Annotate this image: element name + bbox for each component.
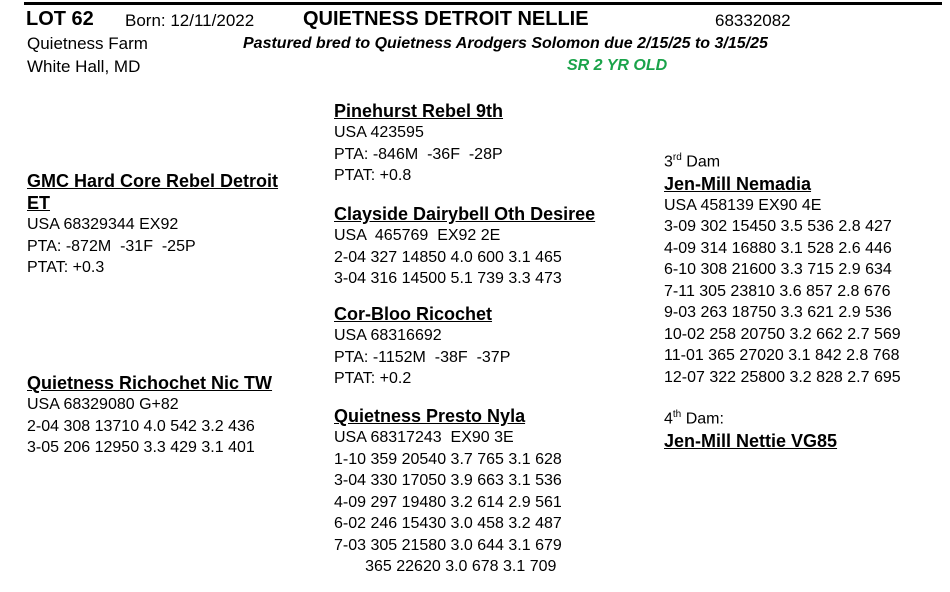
third-dam-record: 12-07 322 25800 3.2 828 2.7 695 bbox=[664, 368, 901, 386]
sire-dam-record: 2-04 327 14850 4.0 600 3.1 465 bbox=[334, 248, 562, 266]
dam-dam-record: 1-10 359 20540 3.7 765 3.1 628 bbox=[334, 450, 562, 468]
farm-name: Quietness Farm bbox=[27, 34, 148, 53]
dam-dam-block bbox=[334, 405, 562, 578]
dam-sire-registration: USA 68316692 bbox=[334, 327, 442, 344]
sire-block bbox=[27, 170, 278, 279]
dam-dam-registration: USA 68317243 EX90 3E bbox=[334, 429, 514, 446]
fourth-dam-name: Jen-Mill Nettie VG85 bbox=[664, 430, 838, 451]
sire-sire-registration: USA 423595 bbox=[334, 124, 424, 141]
fourth-dam-label: 4th Dam: bbox=[664, 409, 724, 428]
third-dam-registration: USA 458139 EX90 4E bbox=[664, 196, 822, 214]
born-date: Born: 12/11/2022 bbox=[125, 11, 255, 30]
third-dam-record: 4-09 314 16880 3.1 528 2.6 446 bbox=[664, 239, 892, 257]
age-class: SR 2 YR OLD bbox=[567, 57, 668, 74]
dam-name: Quietness Richochet Nic TW bbox=[27, 373, 273, 393]
dam-dam-record: 6-02 246 15430 3.0 458 3.2 487 bbox=[334, 515, 562, 532]
breeding-info: Pastured bred to Quietness Arodgers Solomon due 2/15/25 to 3/15/25 bbox=[243, 35, 768, 52]
third-dam-record: 7-11 305 23810 3.6 857 2.8 676 bbox=[664, 282, 891, 300]
dam-registration: USA 68329080 G+82 bbox=[27, 396, 179, 413]
third-dam-record: 11-01 365 27020 3.1 842 2.8 768 bbox=[664, 347, 900, 365]
sire-sire-name: Pinehurst Rebel 9th bbox=[334, 101, 504, 121]
third-dam-record: 9-03 263 18750 3.3 621 2.9 536 bbox=[664, 304, 892, 322]
third-dam-record: 3-09 302 15450 3.5 536 2.8 427 bbox=[664, 218, 892, 236]
header-rule bbox=[24, 2, 942, 5]
third-dam-record: 6-10 308 21600 3.3 715 2.9 634 bbox=[664, 261, 892, 279]
sire-dam-record: 3-04 316 14500 5.1 739 3.3 473 bbox=[334, 270, 562, 287]
third-dam-block bbox=[664, 147, 901, 388]
dam-sire-name: Cor-Bloo Ricochet bbox=[334, 304, 493, 324]
dam-record: 3-05 206 12950 3.3 429 3.1 401 bbox=[27, 439, 255, 456]
third-dam-name: Jen-Mill Nemadia bbox=[664, 173, 812, 194]
sire-registration: USA 68329344 EX92 bbox=[27, 216, 179, 233]
dam-block bbox=[27, 372, 272, 459]
dam-sire-ptat: PTAT: +0.2 bbox=[334, 370, 412, 387]
dam-dam-record: 3-04 330 17050 3.9 663 3.1 536 bbox=[334, 472, 562, 489]
sire-dam-registration: USA 465769 EX92 2E bbox=[334, 227, 501, 244]
dam-dam-record: 7-03 305 21580 3.0 644 3.1 679 bbox=[334, 536, 562, 554]
third-dam-label: 3rd Dam bbox=[664, 152, 721, 171]
registration-number: 68332082 bbox=[715, 11, 791, 30]
dam-sire-block bbox=[334, 303, 510, 390]
dam-dam-name: Quietness Presto Nyla bbox=[334, 406, 526, 426]
sire-sire-block bbox=[334, 100, 503, 187]
sire-name-suffix: ET bbox=[27, 193, 51, 213]
dam-sire-pta: PTA: -1152M -38F -37P bbox=[334, 348, 511, 366]
fourth-dam-block bbox=[664, 404, 837, 452]
sire-name: GMC Hard Core Rebel Detroit bbox=[27, 171, 279, 191]
dam-dam-record: 4-09 297 19480 3.2 614 2.9 561 bbox=[334, 493, 562, 511]
dam-dam-record: 365 22620 3.0 678 3.1 709 bbox=[334, 558, 557, 575]
lot-number: LOT 62 bbox=[26, 8, 94, 30]
sire-ptat: PTAT: +0.3 bbox=[27, 259, 105, 276]
sire-dam-name: Clayside Dairybell Oth Desiree bbox=[334, 204, 596, 224]
dam-record: 2-04 308 13710 4.0 542 3.2 436 bbox=[27, 417, 255, 435]
sire-dam-block bbox=[334, 203, 595, 290]
sire-sire-ptat: PTAT: +0.8 bbox=[334, 167, 412, 184]
animal-name: QUIETNESS DETROIT NELLIE bbox=[303, 8, 589, 30]
sire-pta: PTA: -872M -31F -25P bbox=[27, 237, 196, 255]
sire-sire-pta: PTA: -846M -36F -28P bbox=[334, 145, 503, 163]
farm-location: White Hall, MD bbox=[27, 57, 141, 76]
third-dam-record: 10-02 258 20750 3.2 662 2.7 569 bbox=[664, 325, 901, 343]
